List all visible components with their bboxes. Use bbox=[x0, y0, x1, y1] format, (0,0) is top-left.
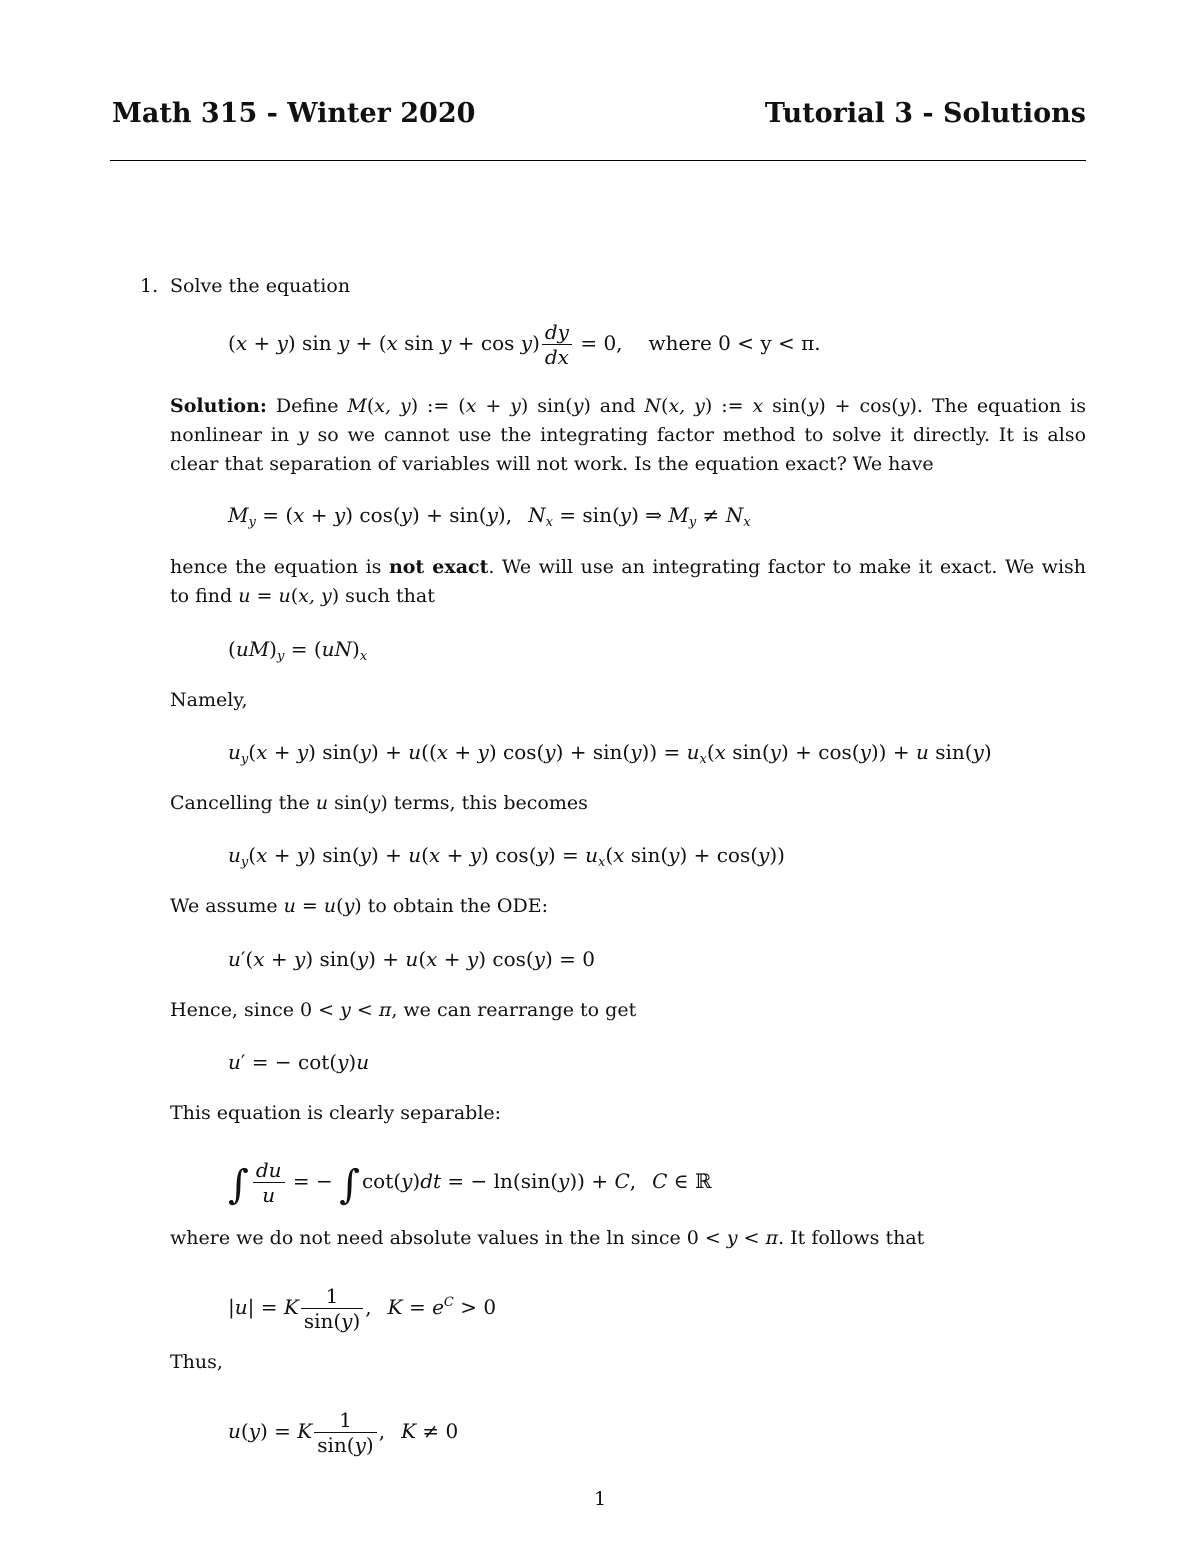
text-we-assume: We assume bbox=[170, 895, 278, 917]
text-and: and bbox=[599, 395, 636, 417]
text-separable: This equation is clearly separable: bbox=[170, 1102, 502, 1124]
reduced-equation: $u_y(x + y) \sin(y) + u(x + y) \cos(y) = u_x(x$ sin(y) + cos(y)) bbox=[228, 843, 785, 870]
absolute-value-paragraph: where we do not need absolute values in the ln since 0 < y < π. It follows that bbox=[170, 1227, 925, 1249]
page-header bbox=[112, 98, 1086, 138]
partials-equation: $M_y = (x + y) \cos(y) + \sin(y)$, $N_x = \sin(y)$ ⇒ $M_y \ne N_x$ bbox=[228, 503, 751, 530]
cancel-paragraph: Cancelling the u sin(y) terms, this becomes bbox=[170, 792, 588, 814]
main-equation: (x + y) sin y + (x sin y + cos y) $\frac{dy}{dx}$ = 0, where 0 < y < π. bbox=[228, 320, 821, 369]
solution-intro: Solution: Define M(x, y) := (x + y) sin(y) and N(x, y) := x sin(y) + cos(y). The equation is nonlinear in y so we cannot use the integrating factor method to solve it directly. It is also clear that separation of variables will not work. Is the equation exact? We have bbox=[170, 395, 1087, 475]
problem-condition: where 0 < y < π. bbox=[648, 331, 821, 355]
solution-label: Solution: bbox=[170, 395, 267, 417]
not-exact-paragraph: hence the equation is not exact. We will use an integrating factor to make it exact. We wish to find u = u(x, y) such that bbox=[170, 556, 1087, 607]
text-nonlinear: . The equation is nonlinear in bbox=[170, 395, 1086, 446]
rearrange-paragraph: Hence, since 0 < y < π, we can rearrange to get bbox=[170, 999, 637, 1021]
exactness-condition: $(uM)_y = (uN)_x$ bbox=[228, 637, 368, 664]
text-exactness-question: so we cannot use the integrating factor method to solve it directly. It is also clear that separation of variables will not work. Is the equation exact? We have bbox=[170, 424, 1087, 475]
text-thus: Thus, bbox=[170, 1351, 223, 1373]
problem-prompt: Solve the equation bbox=[170, 275, 351, 297]
abs-u-equation: |u| = K $\frac{1}{\sin(y)}$ , $K = e^C > 0$ bbox=[228, 1284, 497, 1333]
text-cancelling: Cancelling the bbox=[170, 792, 310, 814]
integral-equation: ∫ $\frac{du}{u}$ = − ∫ cot(y)dt = − ln(sin(y)) + C, C ∈ ℝ bbox=[228, 1158, 712, 1208]
course-title: Math 315 - Winter 2020 bbox=[112, 98, 476, 129]
text-such-that: such that bbox=[345, 585, 435, 607]
text-define: Define bbox=[275, 395, 339, 417]
text-hence: hence the equation is bbox=[170, 556, 382, 578]
problem-number: 1. bbox=[140, 275, 159, 297]
header-rule bbox=[110, 160, 1086, 161]
text-integrating-factor: . We will use an integrating factor to make it exact. We wish to find bbox=[170, 556, 1087, 607]
text-obtain-ode: to obtain the ODE: bbox=[367, 895, 549, 917]
assume-paragraph: We assume u = u(y) to obtain the ODE: bbox=[170, 895, 549, 917]
derivative-equation: u′ = − cot(y)u bbox=[228, 1050, 370, 1074]
text-absolute-values: where we do not need absolute values in the ln since bbox=[170, 1227, 681, 1249]
expanded-equation: $u_y(x + y) \sin(y) + u((x + y) \cos(y) + \sin(y)) = u_x(x$ sin(y) + cos(y)) + u sin(y) bbox=[228, 740, 992, 767]
final-solution-equation: u(y) = K $\frac{1}{\sin(y)}$ , K ≠ 0 bbox=[228, 1408, 459, 1457]
text-not-exact: not exact bbox=[388, 556, 489, 578]
text-hence-since: Hence, since bbox=[170, 999, 294, 1021]
text-it-follows: . It follows that bbox=[778, 1227, 925, 1249]
tutorial-title: Tutorial 3 - Solutions bbox=[764, 98, 1086, 129]
text-rearrange: , we can rearrange to get bbox=[391, 999, 637, 1021]
page-number: 1 bbox=[593, 1488, 607, 1510]
ode-equation: u′(x + y) sin(y) + u(x + y) cos(y) = 0 bbox=[228, 947, 595, 971]
text-namely: Namely, bbox=[170, 689, 248, 711]
text-becomes: terms, this becomes bbox=[393, 792, 588, 814]
